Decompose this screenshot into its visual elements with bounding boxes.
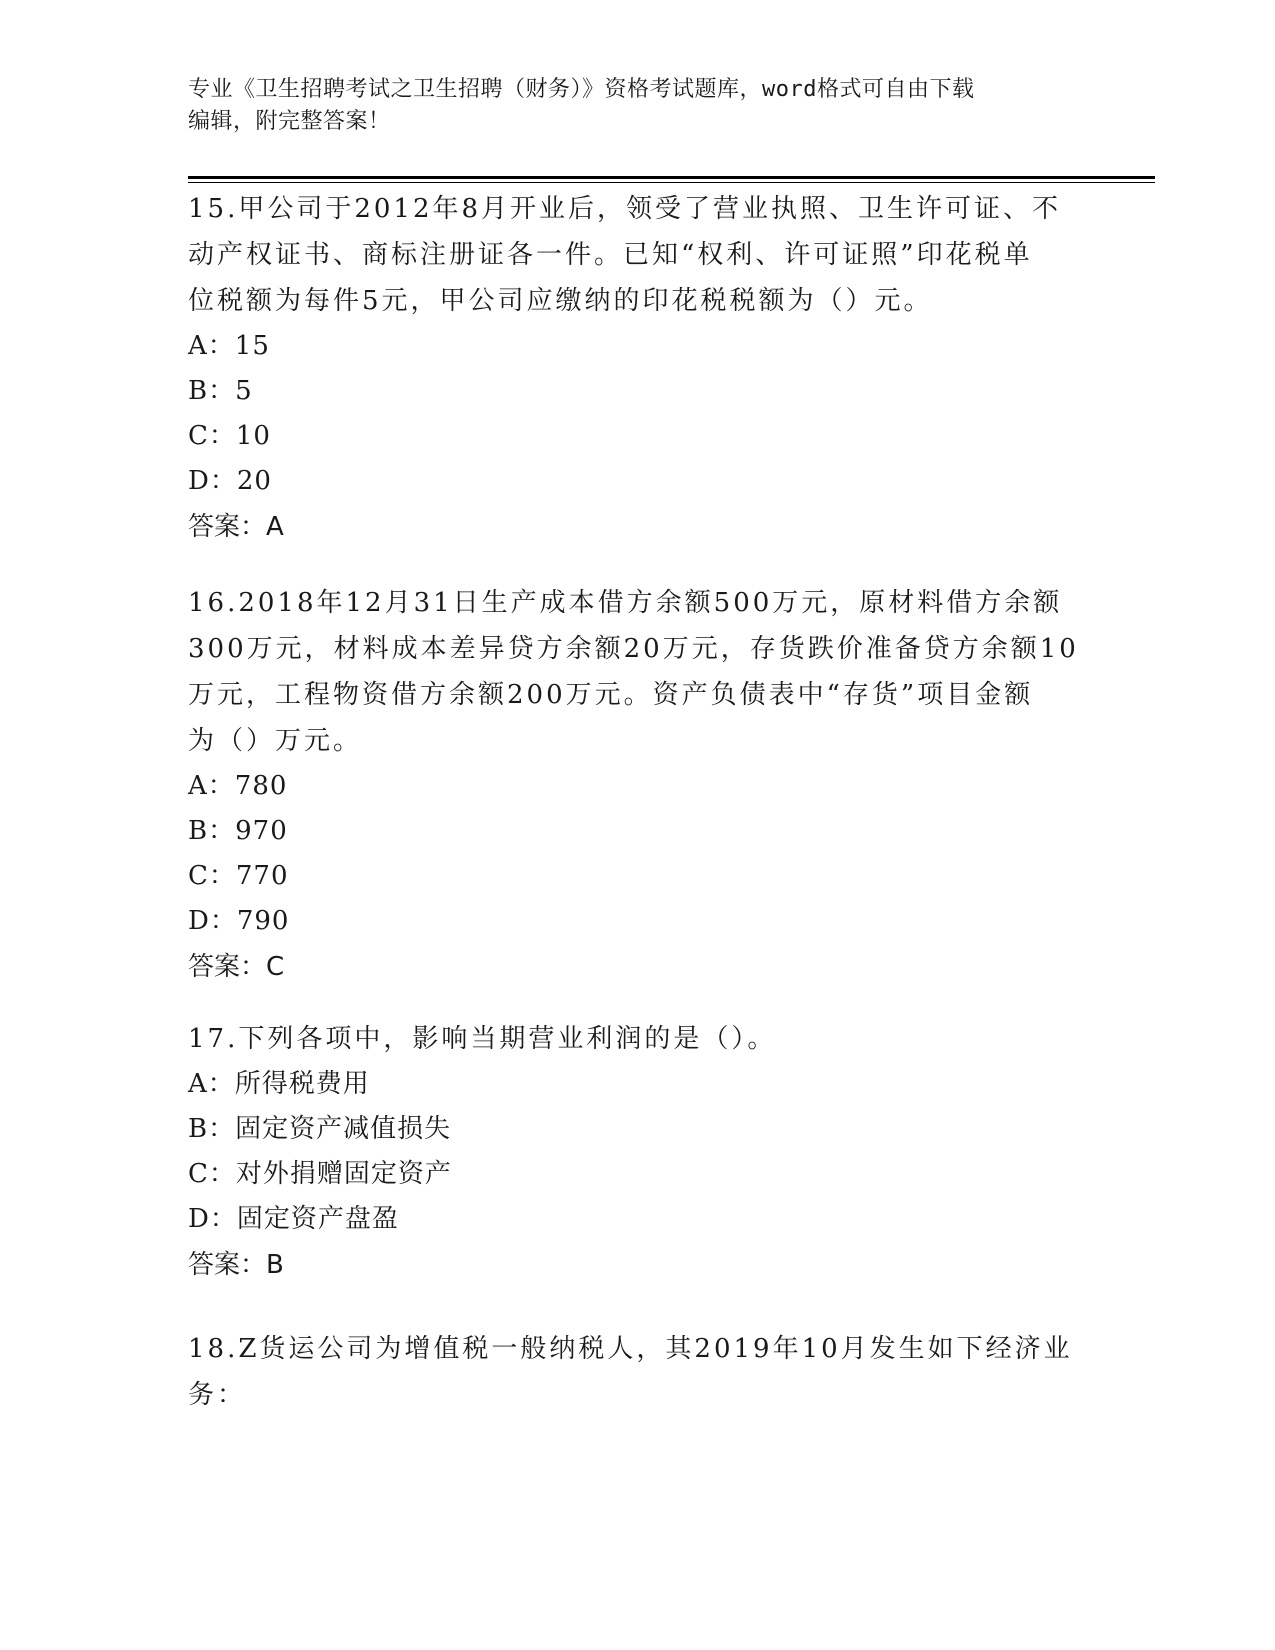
- answer-line: 答案：B: [188, 1250, 284, 1280]
- question-stem-line: 务：: [188, 1380, 247, 1410]
- option-a: A：780: [188, 771, 288, 801]
- document-header: [188, 74, 1068, 138]
- option-c: C：770: [188, 861, 289, 891]
- option-c: C：对外捐赠固定资产: [188, 1159, 452, 1189]
- question-15: [188, 186, 1088, 550]
- option-d: D：固定资产盘盈: [188, 1204, 399, 1234]
- option-d: D：20: [188, 466, 272, 496]
- header-line-1: 专业《卫生招聘考试之卫生招聘（财务）》资格考试题库，word格式可自由下载: [188, 77, 975, 102]
- question-stem-line: 18.Z货运公司为增值税一般纳税人，其2019年10月发生如下经济业: [188, 1334, 1073, 1364]
- question-stem-line: 为（）万元。: [188, 726, 363, 756]
- question-stem-line: 动产权证书、商标注册证各一件。已知“权利、许可证照”印花税单: [188, 240, 1033, 270]
- option-b: B：5: [188, 376, 253, 406]
- question-stem-line: 17.下列各项中，影响当期营业利润的是（）。: [188, 1024, 777, 1054]
- option-b: B：970: [188, 816, 288, 846]
- header-rule-thin: [188, 182, 1155, 183]
- question-stem-line: 15.甲公司于2012年8月开业后，领受了营业执照、卫生许可证、不: [188, 194, 1062, 224]
- question-stem-line: 16.2018年12月31日生产成本借方余额500万元，原材料借方余额: [188, 588, 1063, 618]
- option-a: A：所得税费用: [188, 1069, 370, 1099]
- header-line-2: 编辑，附完整答案！: [188, 109, 391, 134]
- option-c: C：10: [188, 421, 271, 451]
- option-a: A：15: [188, 331, 270, 361]
- question-stem-line: 300万元，材料成本差异贷方余额20万元，存货跌价准备贷方余额10: [188, 634, 1079, 664]
- option-d: D：790: [188, 906, 290, 936]
- header-rule-thick: [188, 176, 1155, 179]
- option-b: B：固定资产减值损失: [188, 1114, 452, 1144]
- answer-line: 答案：A: [188, 512, 284, 542]
- question-16: [188, 580, 1088, 990]
- question-stem-line: 位税额为每件5元，甲公司应缴纳的印花税税额为（）元。: [188, 286, 933, 316]
- question-stem-line: 万元，工程物资借方余额200万元。资产负债表中“存货”项目金额: [188, 680, 1034, 710]
- answer-line: 答案：C: [188, 952, 285, 982]
- question-17: [188, 1016, 1088, 1288]
- question-18: [188, 1326, 1088, 1418]
